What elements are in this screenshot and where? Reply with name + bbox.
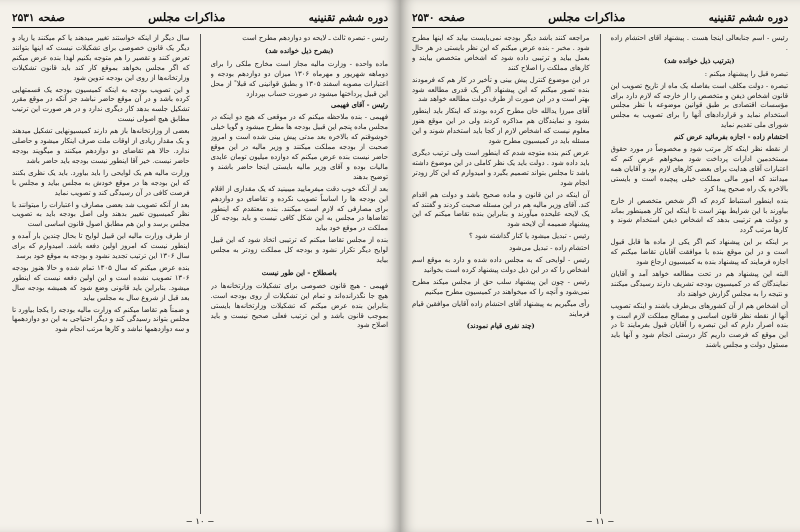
page-header bbox=[412, 10, 788, 28]
text-column-right bbox=[611, 34, 789, 514]
paragraph: بعد از آنکه خوب دقت میفرمایید میبینید که یک مقداری از اقلام این بودجه ها را اساساً تصویب نکرده و تقاضای دو دوازدهم برای مصارفی که لازم است میکنند. بنده معتقدم که اینطور تقاضاها در مجلس به این شکل کافی نیست و باید بودجه کل مملکت در موقع خود بیاید bbox=[210, 184, 388, 233]
page-header bbox=[12, 10, 388, 28]
paragraph: تبصره قبل را پیشنهاد میکنم : bbox=[704, 69, 788, 78]
paragraph: و این تصویب بودجه به اینکه کمیسیون بودجه یک قسمتهایی کرده باشد و در آن موقع حاضر نباشد جز آنکه در موقع مقرر تشکیل جلسه بدهد کار دیگری ندارد و در هر صورت این ترتیب مطابق هیچ اصولی نیست bbox=[12, 85, 190, 124]
paragraph: رئیس - تبصره ثالث ـ لایحه دو دوازدهم مطرح است bbox=[242, 34, 388, 42]
paragraph: وزارت مالیه هم یک لوایحی را باید بیاورد. باید یک نظری بکنند که این بودجه ها در موقع خودش به مجلس بیاید و مجلس با فرصت کافی در آن رسیدگی کند و تصویب نماید bbox=[12, 168, 190, 197]
column-divider bbox=[200, 34, 201, 514]
text-columns bbox=[12, 34, 388, 514]
paragraph: البته این پیشنهاد هم در تحت مطالعه خواهد آمد و آقایان نمایندگان که در کمیسیون بودجه تشریف دارند رسیدگی میکنند و نتیجه را به مجلس گزارش خواهند داد bbox=[610, 269, 788, 298]
paragraph: آن اینکه در این قانون و ماده صحیح باشد و دولت هم اقدام کند. آقای وزیر مالیه هم در این مسئله صحبت کردند و گفتند که یک لایحه علیحده میآورند و بنابراین بنده تقاضا میکنم که این پیشنهاد ضمیمه آن لایحه شود bbox=[412, 190, 590, 229]
paragraph: رئیس - تبدیل میشود یا کنار گذاشته شود ؟ bbox=[469, 232, 590, 241]
paragraph: احتشام زاده - تبدیل می‌شود bbox=[509, 244, 590, 253]
column-divider bbox=[600, 34, 601, 514]
paragraph: فهیمی - بنده ملاحظه میکنم که در موقعی که هیچ دو اینکه در مجلس ماده پنجم این قبیل بودجه ها مطرح میشود و گویا خیلی خوشوقتم که بالاخره بعد مدتی پیش بینی شده است و امروز صحبت از بودجه مملکت میکنند و وزیر مالیه در این موقع حاضر نیست بنده عرض میکنم که دوازده میلیون تومان عایدی مالیات بوده و آقای وزیر مالیه بایستی اینجا حاضر باشند و توضیح بدهند bbox=[210, 113, 388, 181]
parenthetical-note: باصطلاح - این طور نیست bbox=[261, 268, 337, 277]
paragraph: و ضمناً هم تقاضا میکنم که وزارت مالیه بودجه را یکجا بیاورد تا مجلس بتواند رسیدگی کند و دیگر احتیاجی به این دو دوازدهمها و سه دوازدهمها نباشد و کارها مرتب انجام شود bbox=[12, 305, 190, 334]
paragraph: آقای میرزا یدالله خان مطرح کرده بودند که اینکار باید اینطور بشود و نمایندگان هم مذاکره کردند ولی در این موقع هنوز معلوم نیست که اشخاص لازم از کجا باید استخدام شوند و این مسئله باید در کمیسیون مطرح شود bbox=[412, 107, 590, 146]
right-page bbox=[400, 0, 800, 532]
paragraph: عرض کنم بنده متوجه شدم که اینطور است ولی ترتیب دیگری باید داده شود . دولت باید یک نظر کاملی در این موضوع داشته باشد تا مجلس بتواند تصمیم بگیرد و امیدوارم که این کار زودتر انجام شود bbox=[412, 148, 590, 187]
paragraph: از نقطه نظر اینکه کار مرتب شود و مخصوصاً در مورد حقوق مستخدمین ادارات پرداخت شود میخواهم عرض کنم که اعتبارات آقای هدایت برای بعضی کارهای لازم بود و آقایان همه میدانند که امور مالی مملکت خیلی پیچیده است و بایستی بالاخره یک راه صحیح پیدا کرد bbox=[610, 145, 788, 193]
paragraph: بعضی از وزارتخانه‌ها باز هم دارند کمیسیونهایی تشکیل میدهند و یک مقدار زیادی از اوقات ملت صرف اینکار میشود و حاصلی ندارد. حالا هم تقاضای دو دوازدهم میکنند و میگویند بودجه حاضر نیست. خیر آقا اینطور نیست بودجه باید حاضر باشد bbox=[12, 127, 190, 165]
paragraph: بنده اینطور استنباط کردم که اگر شخص متخصص از خارج بیاورند با این شرایط بهتر است تا اینکه این کار همینطور بماند و دولت هم ترتیبی بدهد که اشخاص ذیفن استخدام شوند و کارها مرتب گردد bbox=[610, 196, 788, 235]
parenthetical-note: (بترتیب ذیل خوانده شد) bbox=[663, 56, 735, 65]
paragraph: تبصره - دولت مکلف است بفاصله یک ماه از تاریخ تصویب این قانون اشخاص ذیفن و متخصص را از خارجه که لازم دارد برای مؤسسات اقتصادی بر طبق قوانین موضوعه با نظر مجلس استخدام نماید و قراردادهای آنها را برای تصویب به مجلس شورای ملی تقدیم نماید bbox=[610, 81, 788, 130]
paragraph: رئیس - چون این پیشنهاد سلب حق از مجلس میکند مطرح نمی‌شود و آنچه را که میخواهند در کمیسیون مطرح میکنیم bbox=[412, 277, 590, 296]
paragraph: بر اینکه بر این پیشنهاد کنم اگر یکی از ماده ها قابل قبول است و در این موقع بنده با موافقت آقایان تقاضا میکنم که اجازه فرمایند که پیشنهاد بنده به کمیسیون ارجاع شود bbox=[610, 238, 788, 267]
speaker-line: احتشام زاده - اجازه بفرمائید عرض کنم bbox=[674, 133, 788, 142]
header-session: دوره ششم تقنینیه bbox=[308, 12, 388, 24]
header-title: مذاکرات مجلس bbox=[148, 10, 226, 24]
paragraph: بنده عرض میکنم که سال ۱۳۰۵ تمام شده و حالا هنوز بودجه ۱۳۰۶ تصویب نشده است و این اولین دفعه نیست که اینطور میشود. بنابراین باید قانونی وضع شود که همیشه بودجه سال بعد قبل از شروع سال به مجلس بیاید bbox=[12, 263, 190, 302]
paragraph: مراجعه کنند باشد دیگر بودجه نمی‌بایست بیاید که اینها مطرح شود . مخبر - بنده عرض میکنم که این نظر بایستی در هر حال بعمل بیاید و ترتیبی داده شود که اشخاص متخصص بیایند و کارهای مملکت را اصلاح کنند bbox=[412, 34, 590, 72]
header-page-number: صفحه ۲۵۳۰ bbox=[412, 12, 465, 24]
paragraph: در این موضوع کنترل پیش بینی و تأخیر در کار هم که فرمودند بنده تصور میکنم که این پیشنهاد اگر یک قدری مطالعه شود بهتر است و در این صورت از طرف دولت مطالعه خواهد شد bbox=[412, 75, 590, 104]
paragraph: بنده از مجلس تقاضا میکنم که ترتیبی اتخاذ شود که این قبیل لوایح دیگر تکرار نشود و بودجه کل مملکت زودتر به مجلس بیاید bbox=[210, 236, 388, 265]
paragraph: ماده واحده - وزارت مالیه مجاز است مخارج ملکی را برای دوماهه شهریور و مهرماه ۱۳۰۶ میزان دو دوازدهم بودجه و اعتبارات مصوبه اسفند ۱۳۰۵ و بطبق قوانینی که قبلا ً از محل این قبیل پرداختها میشود در صورت حساب بپردازد bbox=[210, 59, 388, 98]
paragraph: رأی میگیریم به پیشنهاد آقای احتشام زاده آقایان موافقین قیام فرمایند bbox=[412, 299, 590, 318]
paragraph: سال دیگر از اینکه خواستند تغییر میدهند یا کم میکنند یا زیاد و دیگر یک قانون خصوصی برای تشکیلات نیست که اینها بتوانند تعرض کنند و تقصیر را هم متوجه بکنیم لهذا بنده عرض میکنم که اگر مجلس بخواهد بموقع کار کند باید قانون تشکیلات وزارتخانه‌ها از روی این بودجه تدوین شود bbox=[12, 34, 190, 82]
paragraph: از طرف وزارت مالیه این قبیل لوایح تا بحال چندین بار آمده و اینطور نیست که امروز اولین دفعه باشد. امیدوارم که برای سال ۱۳۰۶ این ترتیب تجدید نشود و بودجه به موقع خود برسد bbox=[12, 232, 190, 261]
text-columns bbox=[412, 34, 788, 514]
paragraph: رئیس - لوایحی که به مجلس داده شده و دارد به موقع اسم اشخاص را که در این ذیل دولت پیشنهاد کرده است بخوانید bbox=[412, 256, 590, 274]
paragraph: آن اشخاص هم از آن کشورهای بی‌طرف باشند و اینکه تصویب آنها از نقطه نظر قانون اساسی و مصالح مملکت لازم است و بنده اصرار دارم که این تبصره را آقایان قبول بفرمایند تا در این موقع که فرصت داریم کار درستی انجام شود و آنها باید مسئول دولت و مجلس باشند bbox=[610, 301, 788, 350]
header-page-number: صفحه ۲۵۳۱ bbox=[12, 12, 65, 24]
parenthetical-note: (چند نفری قیام نمودند) bbox=[466, 322, 535, 331]
paragraph: رئیس - اسم جنابعالی اینجا هست . پیشنهاد آقای احتشام زاده . bbox=[610, 34, 788, 52]
text-column-right bbox=[211, 34, 389, 514]
paragraph: بعد از آنکه تصویب شد بعضی مصارف و اعتبارات را میتوانند با نظر کمیسیون تغییر بدهند ولی اصل بودجه باید به تصویب مجلس برسد و این هم مطابق اصول قانون اساسی است bbox=[12, 200, 190, 229]
text-column-left bbox=[412, 34, 590, 514]
text-column-left bbox=[12, 34, 190, 514]
page-footer: − ۱۰ − bbox=[185, 517, 215, 527]
paragraph: فهیمی - هیچ قانون خصوصی برای تشکیلات وزارتخانه‌ها در هیچ جا نگذرانده‌اند و تمام این تشکیلات از روی بودجه است. بنابراین بنده عرض میکنم که تشکیلات وزارتخانه‌ها بایستی بموجب قانون باشد و این ترتیب فعلی صحیح نیست و باید اصلاح شود bbox=[210, 281, 388, 330]
header-session: دوره ششم تقنینیه bbox=[708, 12, 788, 24]
header-title: مذاکرات مجلس bbox=[548, 10, 626, 24]
parenthetical-note: (بشرح ذیل خوانده شد) bbox=[264, 46, 334, 55]
page-footer: − ۱۱ − bbox=[585, 517, 615, 527]
speaker-line: رئیس - آقای فهیمی bbox=[330, 101, 388, 110]
